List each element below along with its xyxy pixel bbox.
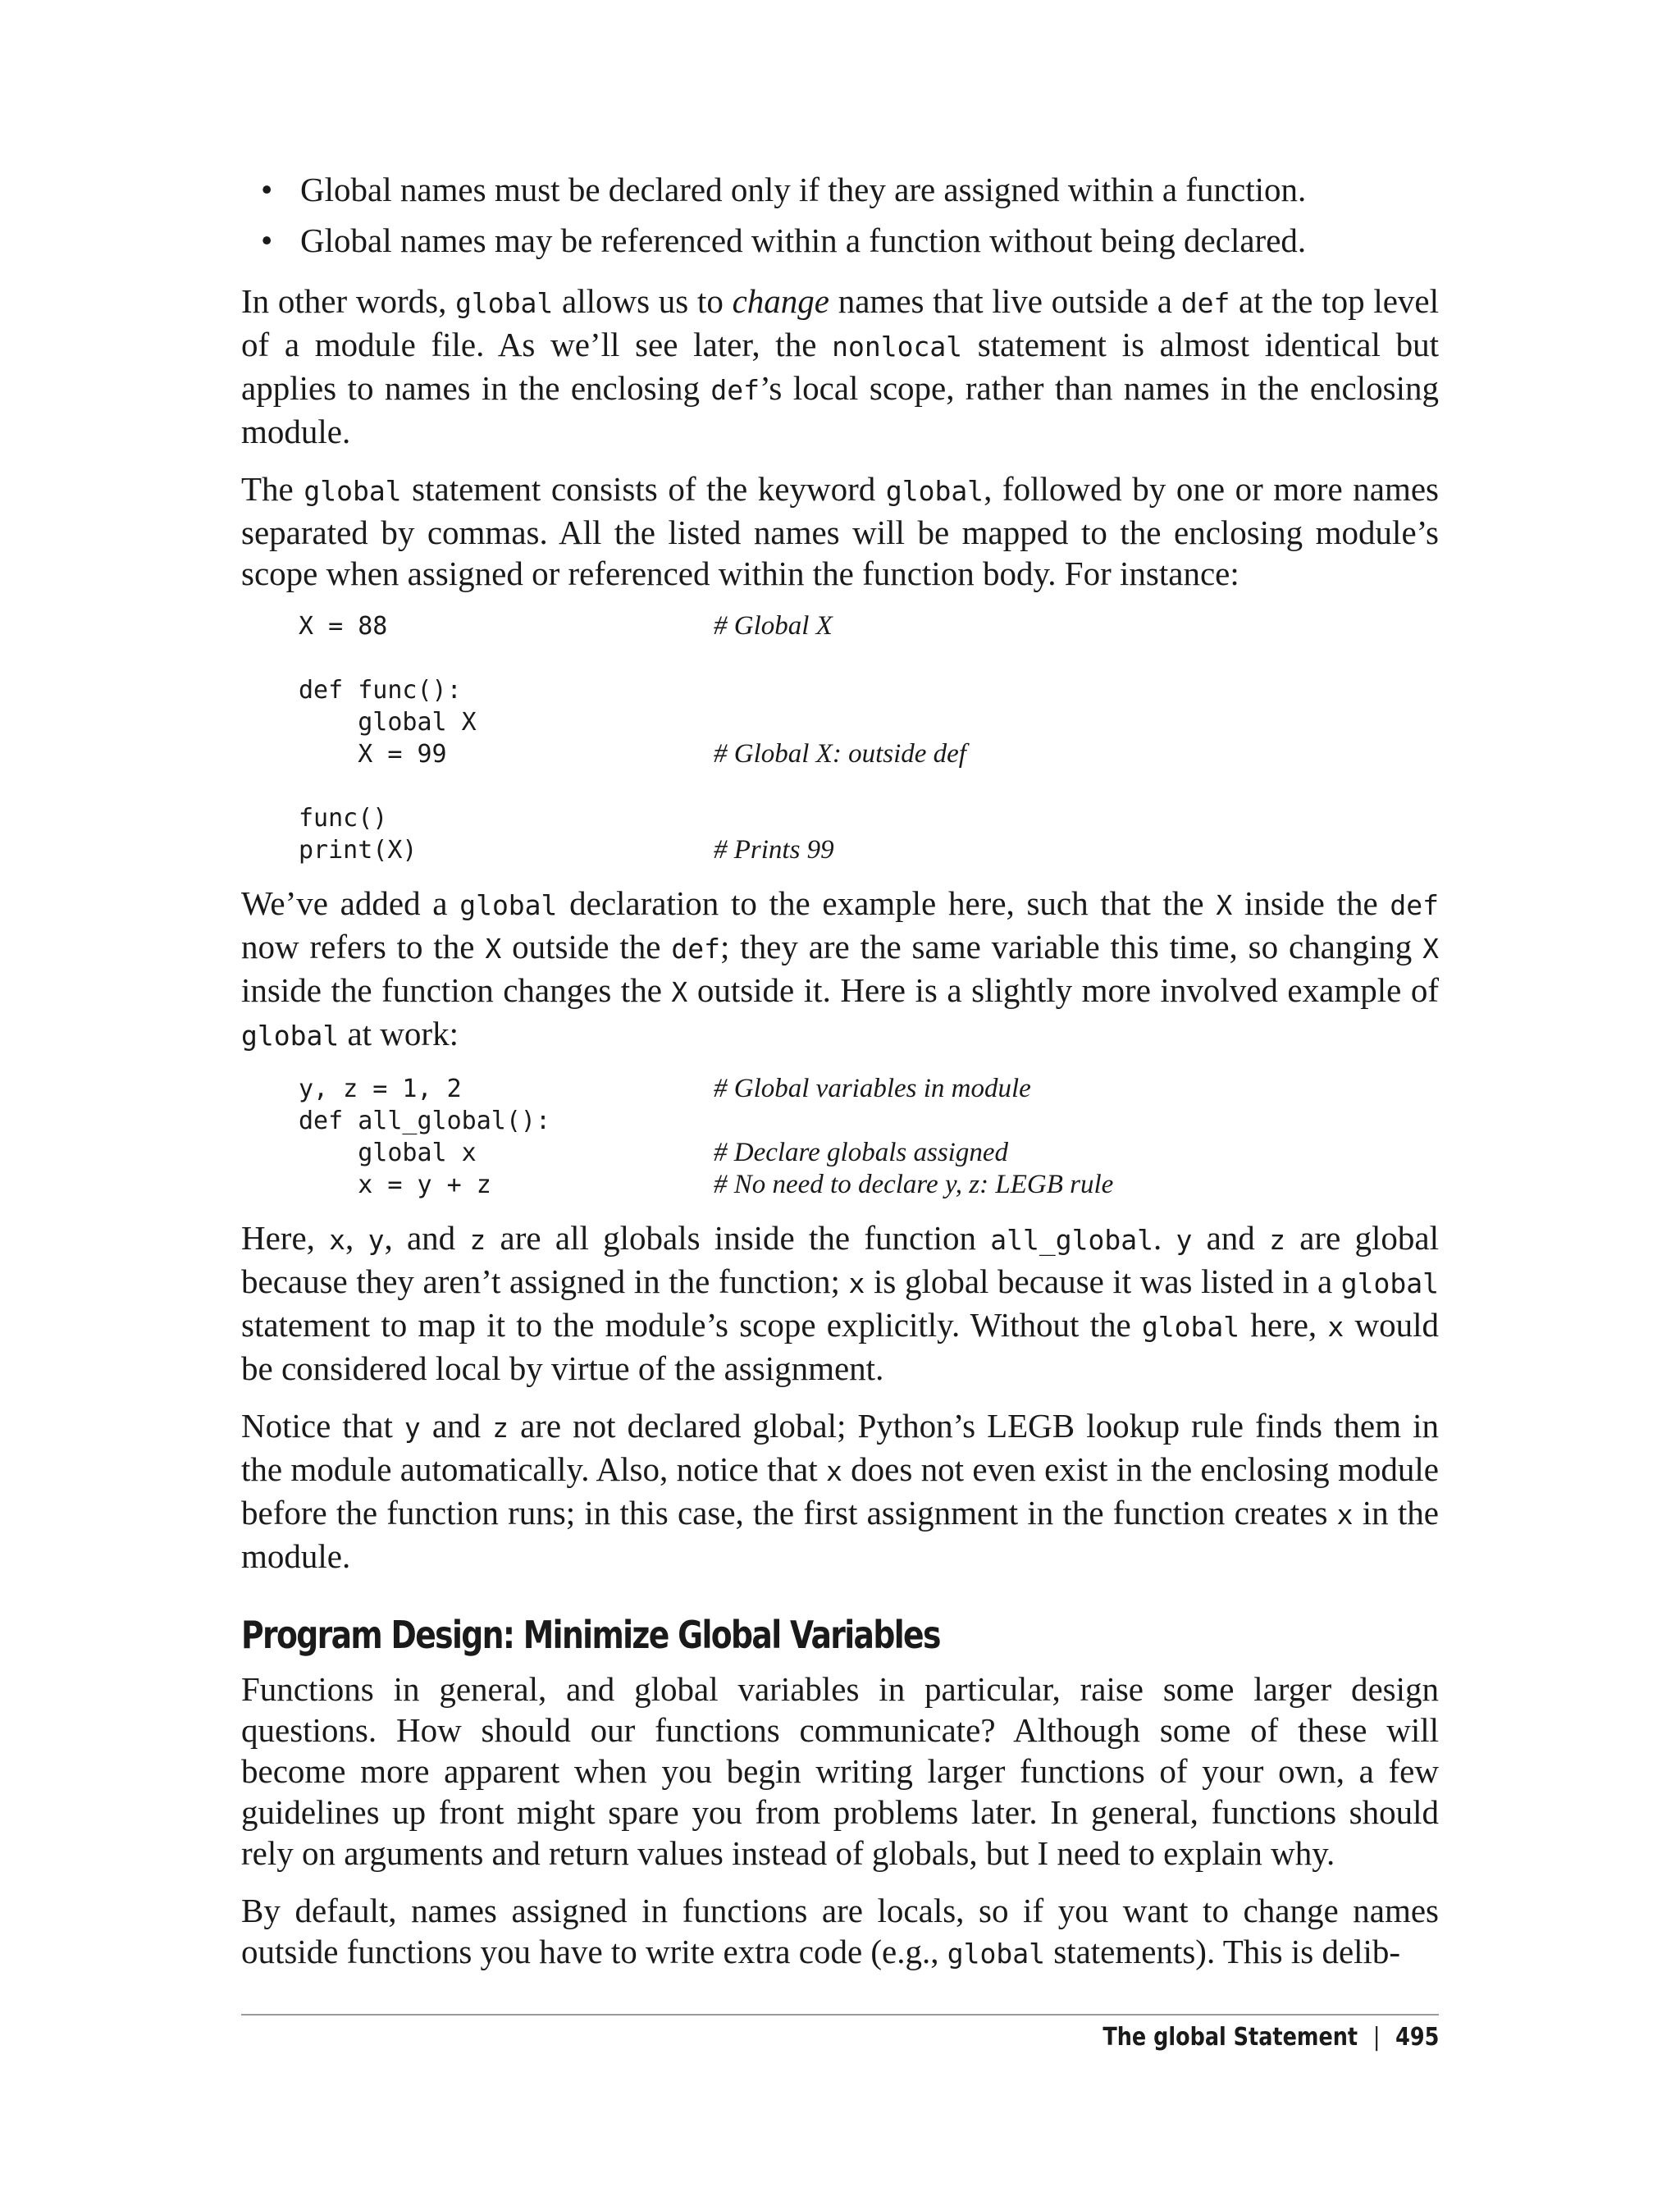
text: at work: [339,1015,459,1052]
inline-code: z [492,1412,509,1444]
inline-code: global [947,1938,1045,1970]
code-text [299,642,714,674]
code-line [299,706,1439,738]
paragraph-design-questions: Functions in general, and global variables in particular, raise some larger design questions. How should our functions communicate? Although some of these will become more apparent when you begin writing larger functions of your own, a few guidelines up front might spare you from problems later. In general, functions should rely on arguments and return values instead of globals, but I need to explain why. [241,1670,1439,1872]
code-comment: # Declare globals assigned [714,1138,1008,1167]
code-line [299,1105,1439,1137]
text: . [1153,1219,1176,1257]
footer-divider [241,2014,1439,2016]
text: are global because they aren’t assigned in the function; [241,1219,1440,1300]
inline-code: nonlocal [832,331,963,363]
inline-code: z [469,1224,486,1256]
text: statement to map it to the module’s scope explicitly. Without the [241,1306,1142,1344]
code-line [299,674,1439,706]
bullet-item [241,215,1439,266]
inline-code: global [1340,1267,1439,1299]
code-text: X = 88 [299,612,388,641]
text: , and [384,1219,470,1257]
text: outside the [501,928,672,966]
code-line [299,642,1439,674]
text: and [1192,1219,1270,1257]
inline-code: def [1180,287,1230,319]
inline-code: global [241,1020,340,1052]
code-text: func() [299,804,388,833]
text: The [241,470,304,508]
text: By default, names assigned in functions are locals, so if you want to change names outside functions you have to write extra code (e.g., [241,1892,1439,1970]
bullet-list [241,164,1439,266]
text: does not even exist in the enclosing module before the function runs; in this case, the first assignment in the function creates [241,1450,1439,1532]
text: names that live outside a [829,282,1181,320]
code-text: global X [299,708,477,737]
inline-code: X [1422,933,1439,965]
inline-code: X [671,976,688,1008]
inline-code: x [825,1455,842,1487]
text: are all globals inside the function [486,1219,991,1257]
code-line [299,1137,1439,1169]
text: now refers to the [241,928,486,966]
page-content [241,164,1439,1991]
code-comment: # Global X: outside def [714,739,966,769]
code-line [299,1073,1439,1105]
inline-code: x [1327,1311,1344,1343]
text: statements). This is delib- [1044,1933,1401,1970]
text: declaration to the example here, such that the [557,884,1217,922]
footer-separator: | [1372,2023,1381,2052]
bullet-icon: • [261,171,273,208]
running-section-title: The global Statement [1102,2023,1358,2052]
code-line [299,770,1439,802]
text: at the top level of a module file. As we’ll see later, the [241,282,1439,363]
code-line [299,802,1439,834]
inline-code: X [485,933,502,965]
code-comment: # Global variables in module [714,1074,1031,1103]
inline-code: y [404,1412,421,1444]
text: , followed by one or more names separated by commas. All the listed names will be mapped to the enclosing module’s scope when assigned or referenced within the function body. For instance: [241,470,1439,592]
code-text: print(X) [299,836,418,865]
text: statement consists of the keyword [401,470,886,508]
code-text: x = y + z [299,1171,491,1199]
text: Notice that [241,1407,404,1445]
inline-code: z [1269,1224,1285,1256]
code-block-2 [299,1073,1439,1201]
text: allows us to [553,282,733,320]
inline-code: global [885,475,984,507]
code-text: global x [299,1139,477,1167]
bullet-text: Global names must be declared only if they are assigned within a function. [300,171,1307,208]
inline-code: global [304,475,402,507]
inline-code: y [368,1224,385,1256]
code-text: def func(): [299,676,462,705]
text: inside the [1232,884,1390,922]
code-comment: # No need to declare y, z: LEGB rule [714,1170,1114,1199]
text: would be considered local by virtue of the assignment. [241,1306,1439,1387]
text: and [420,1407,493,1445]
inline-code: global [1141,1311,1240,1343]
text: statement is almost identical but applies to names in the enclosing [241,326,1439,407]
text: inside the function changes the [241,971,672,1009]
code-text: y, z = 1, 2 [299,1075,462,1103]
paragraph-legb [241,1405,1439,1577]
inline-code: global [459,889,558,921]
paragraph-global-declaration [241,883,1439,1057]
inline-code: global [455,287,554,319]
inline-code: x [1336,1499,1354,1531]
inline-code: y [1176,1224,1193,1256]
code-line [299,738,1439,770]
code-text [299,770,714,802]
page-number: 495 [1395,2023,1439,2052]
code-line [299,610,1439,642]
emphasis: change [732,282,829,320]
inline-code: def [671,933,720,965]
code-line [299,1169,1439,1201]
text: In other words, [241,282,456,320]
section-heading: Program Design: Minimize Global Variables [241,1613,940,1657]
text: , [345,1219,368,1257]
code-comment: # Global X [714,611,833,641]
paragraph-global-statement [241,468,1439,594]
text: are not declared global; Python’s LEGB lookup rule finds them in the module automatically. Also, notice that [241,1407,1439,1488]
inline-code: all_global [990,1224,1153,1256]
inline-code: X [1216,889,1233,921]
inline-code: x [329,1224,346,1256]
code-comment: # Prints 99 [714,835,834,865]
bullet-text: Global names may be referenced within a function without being declared. [300,221,1307,259]
text: outside it. Here is a slightly more involved example of [687,971,1439,1009]
text: ; they are the same variable this time, so changing [719,928,1423,966]
inline-code: def [710,374,760,406]
text: is global because it was listed in a [865,1262,1341,1300]
paragraph-default-locals [241,1890,1439,1974]
inline-code: x [848,1267,865,1299]
code-line [299,834,1439,866]
code-text: def all_global(): [299,1107,551,1135]
bullet-item [241,164,1439,215]
text: here, [1239,1306,1328,1344]
bullet-icon: • [261,221,273,259]
text: in the module. [241,1494,1439,1575]
text: ’s local scope, rather than names in the enclosing module. [241,369,1439,450]
code-block-1 [299,610,1439,866]
page-footer [1102,2023,1439,2052]
text: We’ve added a [241,884,460,922]
code-text: X = 99 [299,740,447,769]
paragraph-all-globals [241,1217,1439,1389]
paragraph-global-change [241,281,1439,452]
inline-code: def [1390,889,1439,921]
text: Here, [241,1219,330,1257]
